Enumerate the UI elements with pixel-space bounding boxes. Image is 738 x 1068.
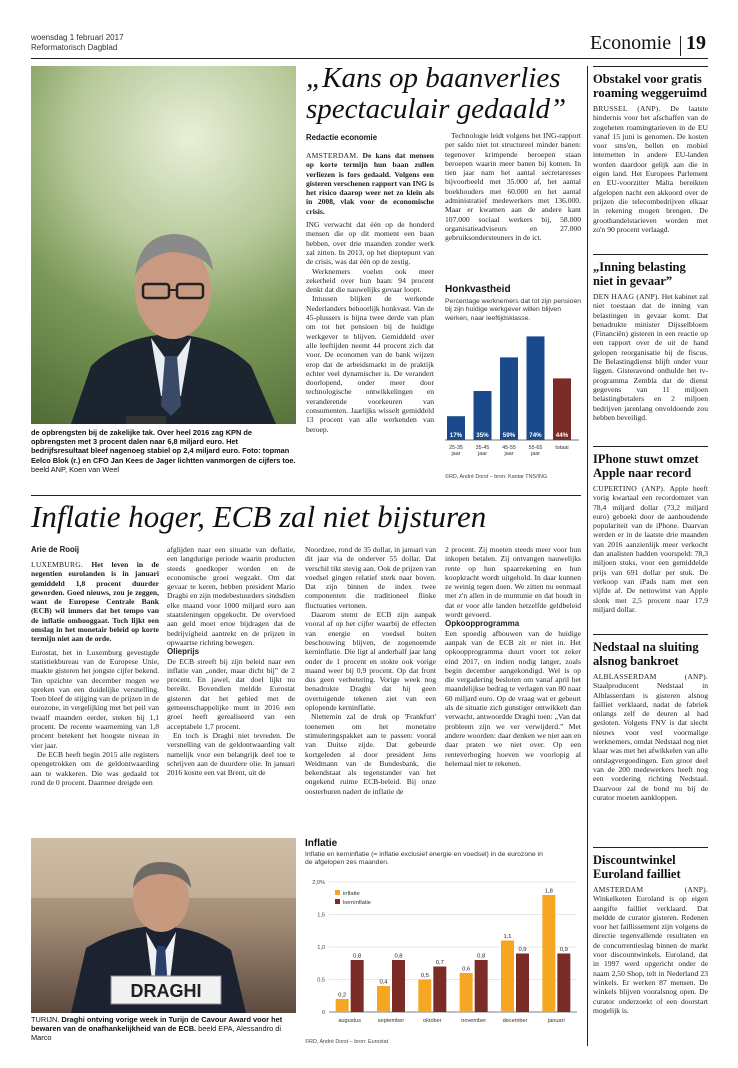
inflatie-ytick-label: 0,5 xyxy=(317,977,325,984)
inflatie-ytick-label: 1,5 xyxy=(317,912,325,919)
article2-col1-p1: Eurostat, het in Luxemburg gevestigde statistiekbureau van de Europese Unie, maakte gisteren het jongste cijfer bekend. Ten opzichte van december mogen we spreken van een duidelijke versnelling. Toen bleef de stijging van de prijzen in de eurozone, in vergelijking met het peil van twaalf maanden eerder, steken bij 1,1 procent. De recente waarneming van 1,8 procent betekent het hoogste niveau in vier jaar. xyxy=(31,647,159,750)
article2-byline: Arie de Rooij xyxy=(31,545,80,554)
honk-subtitle: Percentage werknemers dat tot zijn pensioen bij zijn huidige werkgever willen blijven werken, naar leeftijdsklasse. xyxy=(445,298,582,322)
article2-top-rule xyxy=(31,495,581,496)
inflatie-bar xyxy=(392,960,405,1012)
article2-subhead-olieprijs: Olieprijs xyxy=(167,647,200,657)
article1-col1 xyxy=(306,151,434,434)
inflatie-ytick-label: 0 xyxy=(321,1010,325,1016)
inflatie-bar-label: 0,8 xyxy=(353,953,362,960)
honk-title: Honkvastheid xyxy=(445,284,511,295)
article2-col2-p1: afglijden naar een situatie van deflatie, een langdurige periode waarin producten steeds goedkoper worden en de economische groei wegzakt. Om dat gevaar te keren, hebben president Mario Draghi en zijn medebestuurders sindsdien elke maand voor 1000 miljard euro aan staatsleningen opgekocht. De overvloed aan geld moet ertoe bijdragen dat de bedrijvigheid aantrekt en de prijzen in opwaartse richting bewegen. xyxy=(167,545,295,647)
honk-tick-label: jaar xyxy=(478,451,487,457)
kpn-photo-caption xyxy=(31,428,296,474)
inflatie-bar-label: 0,9 xyxy=(559,947,568,953)
masthead-paper: Reformatorisch Dagblad xyxy=(31,43,118,52)
sidebar-title-nedstaal: Nedstaal na sluiting alsnog bankroet xyxy=(593,640,699,668)
inflatie-xtick-label: december xyxy=(502,1018,528,1024)
honk-source: ©RD, André Dorst – bron: Kantar TNS/ING xyxy=(445,474,548,480)
masthead-rule xyxy=(31,58,708,59)
honk-bar-label: 59% xyxy=(502,432,516,439)
sidebar-title-roaming: Obstakel voor gratis roaming weggeruimd xyxy=(593,72,707,100)
inflatie-bar xyxy=(377,986,390,1012)
article1-headline: „Kans op baanverlies spectaculair gedaald” xyxy=(306,62,567,125)
draghi-caption-place: TURIJN. xyxy=(31,1015,60,1024)
article2-col3-p3: Niettemin zal de druk op 'Frankfurt' toenemen om het monetaire stimuleringspakket aan te passen: vooral van Duitse zijde. Dat gebeurde kortgeleden al door president Jens Weidmann van de Bundesbank, die bekendstaat als tegenstander van het ongekend ruime ECB-beleid. Bij onze oosterburen nadert de inflatie de xyxy=(305,712,436,796)
inflatie-bar-label: 0,4 xyxy=(379,979,388,986)
inflatie-bar xyxy=(351,960,364,1012)
article1-p4: Technologie leidt volgens het ING-rapport per saldo niet tot structureel minder banen: tegenover krimpende beroepen staan beroepen waarin meer banen bij komen. In tien jaar nam het aantal secretaresses bijvoorbeeld met 35.000 af, het aantal boekhouders met 60.000 en het aantal administratief medewerkers met 136.000. Maar er kwamen aan de andere kant 107.000 sociaal werkers bij, 58.000 organisatieadviseurs en 27.000 gebruiksondersteuners in de ict. xyxy=(445,131,581,243)
inflatie-bar-label: 1,8 xyxy=(544,888,553,895)
sidebar-item-nedstaal xyxy=(593,634,708,847)
inflatie-bar xyxy=(557,954,570,1013)
inflatie-bar-label: 0,7 xyxy=(435,960,444,966)
inflatie-xtick-label: november xyxy=(461,1018,487,1024)
inflatie-bar xyxy=(475,960,488,1012)
article2-subhead-opkoop: Opkoopprogramma xyxy=(445,619,520,629)
honk-bar xyxy=(553,378,571,440)
inflatie-bar-label: 0,2 xyxy=(338,992,347,999)
inflatie-subtitle: Inflatie en kerninflatie (= inflatie exclusief energie en voedsel) in de eurozone in de afgelopen zes maanden. xyxy=(305,851,543,867)
article1-p3: Intussen blijken de werkende Nederlanders behoorlijk honkvast. Van de 45-plussers is bijna twee derde van plan om tot het pensioen bij de huidige werkgever te blijven. Gemiddeld over alle leeftijden neemt 44 procent zich dat voor. De economen van de bank wijzen erop dat de arbeidsmarkt in de praktijk echter veel dynamischer is. De verandert doorlopend, onder meer door technologische ontwikkelingen en veranderende voorkeuren van consumenten. Jaarlijks wisselt gemiddeld 13 procent van alle werkenden van beroep. xyxy=(306,294,434,434)
article1-dateline: AMSTERDAM. xyxy=(306,151,359,160)
inflatie-xtick-label: januari xyxy=(547,1018,565,1024)
honk-bar xyxy=(500,357,518,440)
article2-headline: Inflatie hoger, ECB zal niet bijsturen xyxy=(31,499,487,534)
honk-bar-label: 17% xyxy=(449,432,463,439)
sidebar-title-belasting: „Inning belasting niet in gevaar” xyxy=(593,260,686,288)
inflatie-bar xyxy=(542,895,555,1012)
article2-col2b-p2: En toch is Draghi niet tevreden. De versnelling van de geldontwaarding valt namelijk voor een belangrijk deel toe te schrijven aan de duurdere olie. In januari 2016 kostte een vat Brent, uit de xyxy=(167,730,295,778)
sidebar-dateline-nedstaal: ALBLASSERDAM (ANP). xyxy=(593,672,708,681)
sidebar-dateline-apple: CUPERTINO (ANP). xyxy=(593,484,666,493)
sidebar-title-euroland: Discountwinkel Euroland failliet xyxy=(593,853,681,881)
honk-tick-label: totaal xyxy=(555,445,569,451)
article1-lead: De kans dat mensen op korte termijn hun baan zullen verliezen is fors gedaald. Volgens een gisteren verschenen rapport van ING is het risico daarop weer net zo klein als in 2008, vlak voor de economische crisis. xyxy=(306,151,434,216)
inflatie-bar-label: 0,8 xyxy=(394,953,403,960)
inflatie-bar xyxy=(418,980,431,1013)
honk-tick-label: 25-35 xyxy=(449,445,463,451)
article2-lead: Het leven in de negentien eurolanden is in januari gemiddeld 1,8 procent duurder geworden. Goed nieuws, zou je zeggen, want de Europese Centrale Bank (ECB) wil immers dat het tempo van de inflatie omhooggaat. Toch lijkt een omslag in het monetair beleid op korte termijn niet aan de orde. xyxy=(31,560,159,644)
article2-col1 xyxy=(31,560,159,787)
sidebar-item-apple xyxy=(593,446,708,634)
sidebar-body-belasting: Het kabinet zal niet toestaan dat de inning van belastingen in gevaar komt. Dat benadrukte minister Dijsselbloem (Financiën) gisteren in een reactie op een rapport over de uit de hand gelopen reorganisatie bij de fiscus. De Belastingdienst blijft onder vuur liggen. Gisteravond onthulde het tv-programma Zembla dat de dienst gegevens van 11 miljoen belastingbetalers en 2 miljoen bedrijven jarenlang onvoldoende zou hebben beveiligd. xyxy=(593,292,708,422)
article2-col4-p1: 2 procent. Zij moeten steeds meer voor hun inkopen betalen. Zij ontvangen nauwelijks rente op hun spaarrekening en hun koopkracht wordt uitgehold. In daar kunnen ze weinig tegen doen. We zitten nu eenmaal met z'n allen in de muntunie en dat houdt in dat er voor alle landen hetzelfde geldbeleid wordt gevoerd. xyxy=(445,545,581,620)
honk-tick-label: jaar xyxy=(451,451,461,457)
sidebar-item-roaming xyxy=(593,66,708,254)
article1-p2: Werknemers voelen ook meer zekerheid over hun baan: 94 procent denkt dat die nauwelijks gevaar loopt. xyxy=(306,266,434,295)
draghi-caption-credit: beeld EPA, Alessandro di Marco xyxy=(31,1024,282,1043)
inflatie-legend-swatch xyxy=(335,899,340,904)
article2-col2b-p1: De ECB streeft bij zijn beleid naar een inflatie van „onder, maar dicht bij” de 2 procent. En jawel, dat doel lijkt nu bereikt. Bovendien meldde Eurostat gisteren dat het gebied met de gemeenschappelijke munt in 2016 een groei heeft gerealiseerd van een acceptabele 1,7 procent. xyxy=(167,656,295,731)
sidebar-dateline-roaming: BRUSSEL (ANP). xyxy=(593,104,661,113)
honk-bar xyxy=(527,336,545,440)
section-divider xyxy=(680,36,681,56)
article2-col3 xyxy=(305,545,436,796)
inflatie-xtick-label: oktober xyxy=(422,1018,442,1024)
inflatie-bar-label: 1,1 xyxy=(503,934,512,940)
sidebar-body-euroland: Winkelketen Euroland is op eigen aangifte failliet verklaard. Dat meldde de curator gisteren. Redenen voor het faillissement zijn volgens de directie tegenvallende resultaten en de concurrentieslag binnen de markt voor discountwinkels. Euroland, dat in 1997 werd opgericht onder de naam 2,50 Shop, telt in Nederland 23 winkels. Er werken 87 mensen. De winkels blijven vooralsnog open. De curator onderzoekt of een doorstart mogelijk is. xyxy=(593,894,708,1015)
sidebar-dateline-euroland: AMSTERDAM (ANP). xyxy=(593,885,708,894)
inflatie-bar xyxy=(501,941,514,1013)
sidebar-divider xyxy=(587,66,588,1046)
article2-col4 xyxy=(445,545,581,768)
sidebar xyxy=(593,66,708,1015)
inflatie-bar-label: 0,9 xyxy=(518,947,527,953)
kpn-caption-credit: beeld ANP, Koen van Weel xyxy=(31,464,120,474)
honk-bar-label: 44% xyxy=(555,432,569,439)
sidebar-dateline-belasting: DEN HAAG (ANP). xyxy=(593,292,660,301)
draghi-caption-text: Draghi ontving vorige week in Turijn de Cavour Award voor het bewaren van de onafhankelijkheid van de ECB. xyxy=(31,1015,283,1034)
sidebar-body-nedstaal: Staalproducent Nedstaal in Alblasserdam is gisteren alsnog failliet verklaard, nadat de fabriek onlangs zelf de deuren al had gesloten. Volgens FNV is dat slecht nieuws voor veel voormalige werknemers, omdat Nedstaal nog niet klaar was met het afwikkelen van alle ontslagvergoedingen. Een groot deel van de 200 medewerkers heeft nog een vordering richting Nedstaal. Daarvoor zal de bond nu bij de curator moeten aankloppen. xyxy=(593,681,708,802)
inflatie-ytick-label: 2,0% xyxy=(312,880,325,886)
inflatie-legend-label: kerninflatie xyxy=(343,900,372,906)
inflatie-legend-label: inflatie xyxy=(343,891,360,897)
sidebar-title-apple: IPhone stuwt omzet Apple naar record xyxy=(593,452,699,480)
inflatie-plot xyxy=(305,874,581,1034)
inflatie-xtick-label: september xyxy=(377,1018,405,1024)
sidebar-item-euroland xyxy=(593,847,708,1015)
honk-bar-label: 35% xyxy=(476,432,489,439)
honk-plot xyxy=(445,324,581,472)
article1-byline: Redactie economie xyxy=(306,133,378,142)
inflatie-legend-swatch xyxy=(335,890,340,895)
kpn-caption-text: de opbrengsten bij de zakelijke tak. Over heel 2016 zag KPN de opbrengsten met 3 procent dalen naar 6,8 miljard euro. Het bedrijfsresultaat bleef nagenoeg stabiel op 2,4 miljard euro. Foto: topman Eelco Blok (r.) en CFO Jan Kees de Jager lichtten vanmorgen de cijfers toe. xyxy=(31,428,296,465)
inflatie-bar xyxy=(516,954,529,1013)
section-title: Economie xyxy=(590,32,672,54)
honk-tick-label: 55-65 xyxy=(528,445,543,451)
honk-tick-label: 35-45 xyxy=(475,445,490,451)
draghi-photo-caption xyxy=(31,1015,296,1043)
sidebar-item-belasting xyxy=(593,254,708,446)
honk-bar-label: 74% xyxy=(529,432,542,439)
draghi-photo xyxy=(31,838,296,1013)
sidebar-body-apple: Apple heeft vorig kwartaal een recordomzet van 78,4 miljard dollar (73,2 miljard euro) geboekt door de aanhoudende populariteit van de iPhone. Daarvan werden er in de laatste drie maanden van 2016 aanzienlijk meer verkocht dan analisten hadden voorspeld: 78,3 miljoen stuks, voor een gemiddelde prijs van 691 dollar per stuk. De verkoop van iPads nam met een vijfde af. De nettowinst van Apple slonk met 2,5 procent naar 17,9 miljard dollar. xyxy=(593,484,709,614)
page-number: 19 xyxy=(686,32,706,54)
article2-col3-p1: Noordzee, rond de 35 dollar, in januari van dit jaar via de onderver 55 dollar. Dat verschil tikt stevig aan. Ook de prijzen van voedsel gingen relatief sterk naar boven. Dat zijn binnen de index twee componenten die traditioneel flinke fluctuaties vertonen. xyxy=(305,545,436,610)
article2-col4b-p1: Een spoedig afbouwen van de huidige aanpak van de ECB zit er niet in. Het opkoopprogramma duurt voort tot zeker eind 2017, en indien nodig langer, zoals begin december aangekondigd. Wel is op die vergadering besloten om vanaf april het maandelijkse bedrag te verlagen van 80 naar 60 miljard euro. Op de vraag wat er gebeurt als de situatie zich gunstiger ontwikkelt dan verwacht, antwoordde Draghi toen: „Van dat probleem zijn we ver verwijderd.” Met andere woorden: daar denken we niet aan en daar praten we niet over. Op een renteverhoging hoeven we voorlopig al helemaal niet te rekenen. xyxy=(445,628,581,768)
inflatie-ytick-label: 1,0 xyxy=(317,945,325,951)
inflatie-chart xyxy=(305,838,581,1053)
inflatie-bar xyxy=(336,999,349,1012)
inflatie-bar-label: 0,8 xyxy=(477,953,486,960)
kpn-photo xyxy=(31,66,296,424)
article2-col1-p2: De ECB heeft begin 2015 alle registers opengetrokken om de geldontwaarding aan te wakkeren. Die was gedaald tot rond de 0 procent. Daarmee dreigde een xyxy=(31,749,159,787)
honk-tick-label: 45-55 xyxy=(502,445,516,451)
inflatie-bar-label: 0,5 xyxy=(420,973,429,979)
inflatie-xtick-label: augustus xyxy=(338,1018,362,1024)
article2-col3-p2: Daarom stemt de ECB zijn aanpak vooral af op het cijfer waarbij de effecten van energie en voedsel buiten beschouwing blijven, de zogenoemde kerninflatie. Die ligt al anderhalf jaar lang onder de 1 procent en stokte ook vorige maand weer bij 0,9 procent. Op dat front dus geen verbetering. Vorige week nog benadrukte Draghi dat hij geen overtuigende tekenen ziet van een oplopende kerninflatie. xyxy=(305,610,436,713)
inflatie-source: ©RD, André Dorst – bron: Eurostat xyxy=(305,1039,389,1045)
inflatie-bar xyxy=(460,973,473,1012)
honk-tick-label: jaar xyxy=(531,451,540,457)
inflatie-bar-label: 0,6 xyxy=(462,966,471,973)
article1-col2 xyxy=(445,131,581,243)
masthead-date: woensdag 1 februari 2017 xyxy=(31,33,124,42)
sidebar-body-roaming: De laatste hindernis voor het afschaffen van de zogeheten roamingtarieven in de EU vanaf 15 juni is genomen. De kosten voor sms'en, bellen en mobiel internetten in andere EU-landen worden daardoor gelijk aan die in eigen land. Het Europees Parlement en EU-voorzitter Malta bereikten afgelopen nacht een akkoord over de prijzen die telecombedrijven elkaar in rekening mogen brengen. De groothandelstarieven worden met zo'n 90 procent verlaagd. xyxy=(593,104,708,234)
article2-col2 xyxy=(167,545,295,777)
inflatie-title: Inflatie xyxy=(305,838,338,849)
inflatie-bar xyxy=(433,967,446,1013)
draghi-nameplate: DRAGHI xyxy=(130,981,202,1001)
honk-tick-label: jaar xyxy=(504,451,514,457)
article1-p1: ING verwacht dat één op de honderd mensen die op dit moment een baan hebben, over drie maanden zonder werk zal zitten. In 2013, op het dieptepunt van de crisis, was dat één op de zestig. xyxy=(306,220,434,267)
article2-dateline: LUXEMBURG. xyxy=(31,560,83,569)
honk-chart xyxy=(445,284,581,484)
